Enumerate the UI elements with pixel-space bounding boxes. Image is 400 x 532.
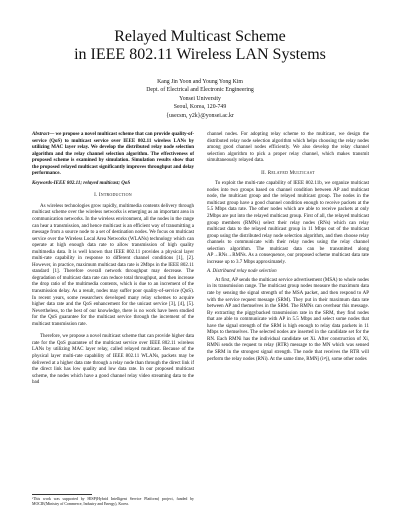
intro-paragraph-continued: channel nodes. For adopting relay scheme to the multicast, we design the distributed relay node selection algorithm which helps choosing the relay nodes among good channel nodes efficiently. We also develop the relay channel selection algorithm to pick a proper relay channel, which makes transmit simultaneously relayed data. bbox=[207, 132, 369, 164]
abstract-label: Abstract bbox=[32, 132, 50, 137]
left-column bbox=[32, 132, 194, 387]
author-location: Seoul, Korea, 120-749 bbox=[173, 104, 227, 111]
paper-title-line-2: in IEEE 802.11 Wireless LAN Systems bbox=[74, 46, 326, 63]
abstract bbox=[32, 132, 194, 178]
section-heading-introduction: I. Introduction bbox=[94, 193, 132, 199]
paper-title-line-1: Relayed Multicast Scheme bbox=[114, 28, 286, 45]
author-department: Dept. of Electrical and Electronic Engineering bbox=[146, 87, 254, 94]
author-names: Kang Jin Yoon and Young Yong Kim bbox=[157, 79, 243, 85]
section-heading-relayed-multicast: II. Relayed Multicast bbox=[261, 170, 315, 176]
subsection-heading-relay-node-selection: A. Distributed relay node selection bbox=[207, 269, 277, 275]
intro-paragraph-2: Therefore, we propose a novel multicast scheme that can provide higher data rate for the QoS guarantee of the multicast service over IEEE 802.11 wireless LANs by utilizing MAC layer relay, called relayed multicast. Because of the physical layer multi-rate capability of IEEE 802.11 WLANs, packets may be delivered at a higher data rate through a relay node than through the direct link if the direct link has low quality and low data rate. In our proposed multicast scheme, the nodes which have a good channel relay video streaming data to the bad bbox=[32, 334, 194, 386]
intro-paragraph-1: As wireless technologies grow rapidly, multimedia contents delivery through multicast scheme over the wireless networks is emerging as an important area in communication networks. In the wireless environment, all the nodes in the range can hear a transmission, and hence multicast is an efficient way of transmitting a message from a source node to a set of destination nodes. We focus on multicast service over the Wireless Local Area Networks (WLANs) technology which can operate at high enough data rate to allow transmission of high quality multimedia data. It is well known that IEEE 802.11 provides a physical layer multi-rate capability in response to different channel conditions [1], [2]. However, in practice, maximum multicast data rate is 2Mbps in the IEEE 802.11 standard [1]. Therefore overall network throughput may decrease. The degradation of multicast data rate can reduce total throughput, and then increase the drop ratio of the multimedia contents, which is due to an increment of the transmission delay. As a result, nodes may suffer poor quality-of-service (QoS). In recent years, some researchers developed many relay schemes to acquire higher data rate and the QoS enhancement for the unicast service [3], [4], [5]. Nevertheless, to the best of our knowledge, there is no work have been studied for the QoS guarantee for the multicast service through the increment of the multicast transmission rate. bbox=[32, 203, 194, 327]
footnote: ¹This work was supported by HISP(Hybrid Intelligent Service Platform) project, funded by MOCIE(Ministry of Commerce, Industry and Energy), Korea. bbox=[32, 497, 194, 507]
footnote-rule bbox=[32, 494, 92, 495]
abstract-text: — we propose a novel multicast scheme that can provide quality-of-service (QoS) to multicast service over IEEE 802.11 wireless LANs by utilizing MAC layer relay. We develop the distributed relay node selection algorithm and the relay channel selection algorithm. The effectiveness of proposed scheme is examined by simulation. Simulation results show that the proposed relayed multicast significantly improves throughput and delay performance. bbox=[32, 132, 194, 177]
relayed-multicast-paragraph: To exploit the multi-rate capability of IEEE 802.11b, we organize multicast nodes into two groups based on channel condition between AP and multicast node, the multicast group and the relayed multicast group. The nodes in the multicast group have a good channel condition enough to receive packets at the 5.5 Mbps data rate. The other nodes which are able to receive packets at only 2Mbps are put into the relayed multicast group. First of all, the relayed multicast group members (RMNs) select their relay nodes (RNs) which can relay multicast data to the relayed multicast group in 11 Mbps out of the multicast group using the distributed relay node selection algorithm, and then choose relay channels to communicate with their relay nodes using the relay channel selection algorithm. The multicast data can be transmitted along AP→RNs→RMNs. As a consequence, our proposed scheme multicast data rate increase up to 3.7 Mbps approximately. bbox=[207, 181, 369, 265]
author-emails: {usecsm, y2k}@yonsei.ac.kr bbox=[166, 112, 234, 119]
author-block bbox=[0, 78, 400, 120]
keywords: Keywords-IEEE 802.11; relayed multicast; QoS bbox=[32, 180, 131, 186]
right-column bbox=[207, 132, 369, 363]
author-university: Yonsei University bbox=[179, 95, 221, 102]
relay-node-selection-paragraph: At first, AP sends the multicast service advertisement (MSA) to whole nodes in its transmission range. The multicast group nodes measure the maximum data rate by sensing the signal strength of the MSA packet, and then respond to AP with the service request message (SRM). They put in their maximum data rate between AP and themselves in the SRM. The RMNs can overhear this message. By extracting the piggybacked transmission rate in the SRM, they find nodes that are able to communicate with AP in 5.5 Mbps and select some nodes that have the signal strength of the SRM is high enough to relay data packets in 11 Mbps to themselves. The selected nodes are inserted in the candidate set for the RN. Each RMNi has the individual candidate set Xi. After construction of Xi, RMNi sends the request to relay (RTR) message to the MN which was sensed the SRM in the strongest signal strength. The node that receives the RTR will perform the relay nodes (RNi). At the same time, RMNj (i≠j), some other nodes bbox=[207, 277, 369, 362]
